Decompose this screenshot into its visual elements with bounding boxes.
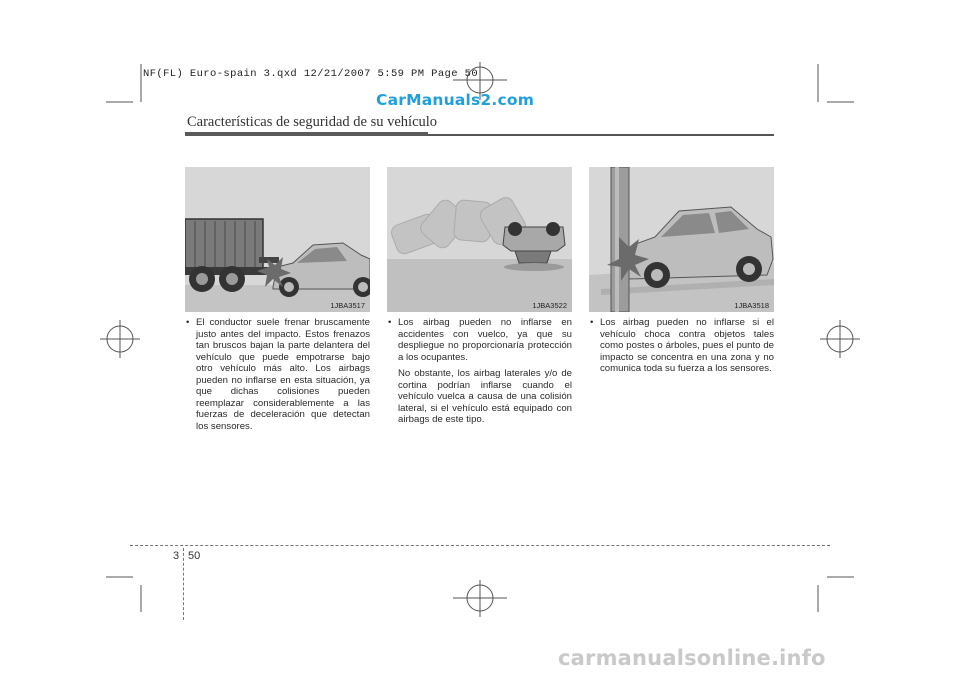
figure-code: 1JBA3518 [734, 301, 769, 310]
page-number: 50 [188, 550, 201, 562]
figure-rollover [387, 167, 572, 312]
bullet-dot: • [186, 317, 190, 328]
footer-watermark-link[interactable]: carmanualsonline.info [558, 646, 826, 670]
page-number-divider [183, 548, 184, 620]
footer-rule [130, 545, 830, 546]
paragraph-text: Los airbag pueden no inflarse en accidentes con vuelco, ya que su despliegue no proporcionaría protección a los ocupantes. [398, 317, 572, 363]
truck-collision-illustration [185, 167, 370, 312]
registration-mark-top [453, 62, 507, 100]
column-text-1 [186, 317, 370, 437]
paragraph-text: No obstante, los airbag laterales y/o de cortina podrían inflarse cuando el vehículo vuelca a causa de una colisión lateral, si el vehículo está equipado con airbags de este tipo. [398, 368, 572, 425]
section-title: Características de seguridad de su vehículo [187, 114, 438, 130]
registration-mark-left [100, 320, 140, 358]
bullet-paragraph [388, 317, 572, 363]
bullet-dot: • [590, 317, 594, 328]
registration-mark-bottom [453, 580, 507, 617]
registration-mark-right [820, 320, 860, 358]
figure-truck-collision [185, 167, 370, 312]
chapter-number: 3 [173, 550, 180, 562]
figure-pole-collision [589, 167, 774, 312]
rollover-illustration [387, 167, 572, 312]
bullet-paragraph [186, 317, 370, 432]
figure-code: 1JBA3517 [330, 301, 365, 310]
column-text-3 [590, 317, 774, 380]
column-text-2 [388, 317, 572, 431]
pole-collision-illustration [589, 167, 774, 312]
paragraph-text: El conductor suele frenar bruscamente justo antes del impacto. Estos frenazos tan bruscos bajan la parte delantera del vehículo que puede empotrarse bajo otro vehículo más alto. Los airbags pueden no inflarse en esta situación, ya que dichas colisiones pueden reemplazar considerablemente a las fuerzas de deceleración que detectan los sensores. [196, 317, 370, 432]
watermark-link[interactable]: CarManuals2.com [376, 91, 535, 109]
print-header: NF(FL) Euro-spain 3.qxd 12/21/2007 5:59 PM Page 50 [143, 68, 479, 80]
figure-code: 1JBA3522 [532, 301, 567, 310]
paragraph-text: Los airbag pueden no inflarse si el vehículo choca contra objetos tales como postes o árboles, pues el punto de impacto se concentra en una zona y no comunica toda su fuerza a los sensores. [600, 317, 774, 374]
bullet-dot: • [388, 317, 392, 328]
bullet-paragraph [590, 317, 774, 375]
